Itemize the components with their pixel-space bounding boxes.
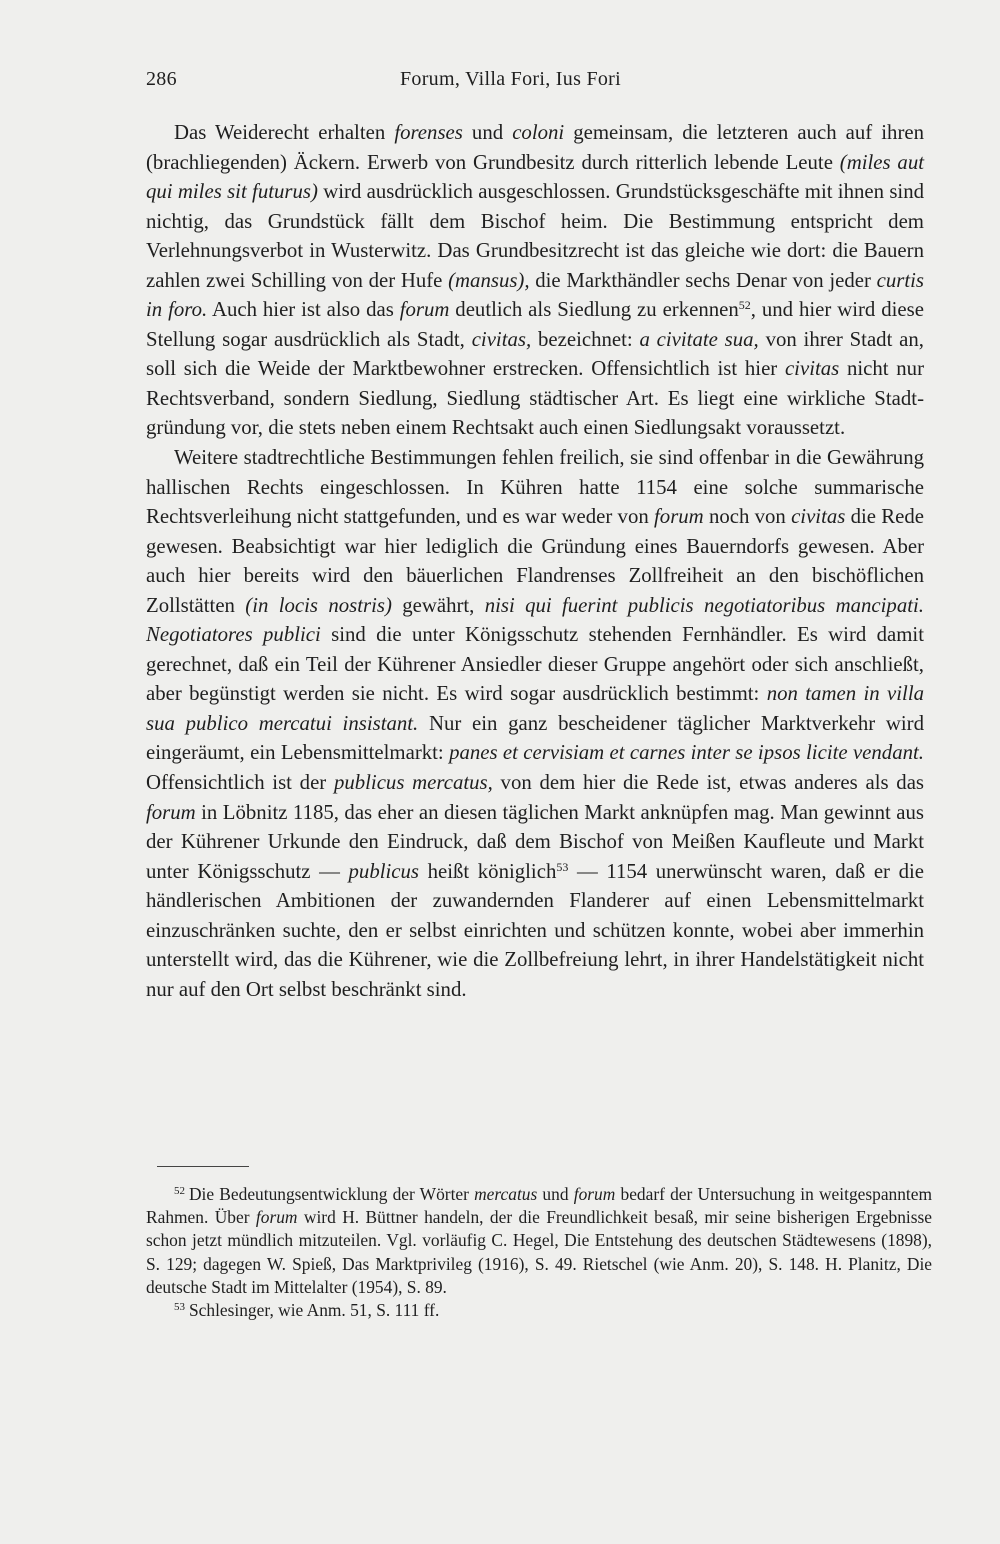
paragraph	[146, 443, 924, 1004]
text-run: Auch hier ist also das	[207, 298, 400, 322]
italic-text: a civitate sua,	[639, 327, 759, 351]
main-text	[146, 118, 924, 1004]
italic-text: publicus mercatus,	[333, 771, 493, 795]
text-run: Weitere stadtrechtliche Bestimmungen fehlen freilich, sie sind offenbar in die Gewährung hallischen Rechts eingeschlossen. In Kühren hatte 1154 eine solche summarische Rechtsverleihung nicht stattgefunden, und es war weder von	[146, 446, 924, 529]
italic-text: panes et cervisiam et carnes inter se ipsos licite vendant.	[449, 741, 924, 765]
italic-text: civitas	[791, 505, 846, 529]
text-run: wird ausdrücklich ausgeschlossen. Grundstücksgeschäfte mit ihnen sind nichtig, das Grundstück fällt dem Bischof heim. Die Bestimmung entspricht dem Verlehnungsverbot in Wusterwitz. Das Grundbesitzrecht ist das gleiche wie dort: die Bauern zahlen zwei Schilling von der Hufe	[146, 180, 924, 292]
italic-text: forum	[573, 1184, 616, 1204]
italic-text: coloni	[512, 121, 565, 144]
footnote-number: 52	[174, 1185, 185, 1197]
text-run: wird H. Büttner handeln, der die Freundlichkeit besaß, mir seine bisherigen Ergebnisse schon jetzt mündlich mitzuteilen. Vgl. vorläufig C. Hegel, Die Entstehung des deutschen Städtewesens (1898), S. 129; dagegen W. Spieß, Das Marktprivileg (1916), S. 49. Rietschel (wie Anm. 20), S. 148. H. Planitz, Die deutsche Stadt im Mittelalter (1954), S. 89.	[146, 1207, 933, 1297]
text-run: gewährt,	[391, 593, 485, 617]
italic-text: mercatus	[474, 1184, 538, 1204]
running-title: Forum, Villa Fori, Ius Fori	[400, 68, 621, 90]
text-run: bedarf der Untersuchung in weitgespanntem Rahmen. Über	[146, 1184, 933, 1228]
text-run: sind die unter Königsschutz stehenden Fernhändler. Es wird damit gerechnet, daß ein Teil der Kührener Ansiedler dieser Gruppe angehört oder sich anschließt, aber begünstigt werden sie nicht. Es wird sogar ausdrücklich bestimmt:	[146, 623, 924, 706]
italic-text: (miles aut qui miles sit futurus)	[146, 150, 924, 204]
text-run: , und hier wird diese Stellung sogar ausdrücklich als Stadt,	[146, 298, 924, 351]
text-run: Nur ein ganz bescheidener täglicher Marktverkehr wird eingeräumt, ein Lebensmittelmarkt:	[146, 711, 925, 765]
text-run: von dem hier die Rede ist, etwas anderes als das	[492, 771, 925, 795]
italic-text: civitas,	[471, 327, 532, 351]
footnotes	[146, 1183, 932, 1322]
text-run: Das Weiderecht erhalten	[174, 121, 395, 144]
text-run: heißt königlich	[419, 859, 557, 883]
text-run: die Markthändler sechs Denar von jeder	[529, 268, 877, 292]
footnote-reference: 53	[556, 859, 569, 874]
italic-text: forum	[255, 1207, 298, 1228]
italic-text: forum	[399, 298, 450, 322]
italic-text: curtis in foro.	[146, 268, 924, 322]
italic-text: forum	[654, 505, 704, 529]
text-run: noch von	[703, 505, 792, 529]
footnote	[146, 1299, 932, 1322]
footnote	[146, 1183, 932, 1299]
italic-text: publicus	[348, 859, 420, 883]
italic-text: non tamen in villa sua publico mercatui insistant.	[146, 682, 924, 735]
text-run: gemeinsam, die letzteren auch auf ihren (brachliegenden) Äckern. Erwerb von Grundbesitz durch ritterlich lebende Leute	[146, 121, 925, 174]
text-run: Schlesinger, wie Anm. 51, S. 111 ff.	[189, 1300, 440, 1321]
footnote-rule	[157, 1166, 249, 1167]
text-run: bezeichnet:	[531, 327, 640, 351]
text-run: Die Bedeutungsentwicklung der Wörter	[189, 1184, 475, 1204]
footnote-reference: 52	[738, 298, 751, 313]
text-run: die Rede gewesen. Beabsichtigt war hier lediglich die Gründung eines Bauerndorfs gewesen. Aber auch hier bereits wird den bäuerlichen Flandrenses Zollfreiheit an den bischöflichen Zollstätten	[146, 505, 924, 617]
italic-text: civitas	[784, 357, 840, 381]
italic-text: nisi qui fuerint publicis negotiatoribus mancipati. Negotiatores publici	[146, 593, 924, 647]
footnote-number: 53	[174, 1301, 185, 1314]
paragraph	[146, 118, 924, 443]
italic-text: (in locis nostris)	[245, 593, 392, 617]
italic-text: forenses	[394, 121, 463, 144]
text-run: — 1154 unerwünscht waren, daß er die händlerischen Ambitionen der zuwandernden Flanderer auf einen Lebensmittelmarkt einzuschränken suchte, den er selbst einrichten und schützen konnte, wobei aber immerhin unterstellt wird, das die Kührener, wie die Zollbefreiung lehrt, in ihrer Handelstätigkeit nicht nur auf den Ort selbst beschränkt sind.	[146, 859, 924, 1001]
text-run: in Löbnitz 1185, das eher an diesen täglichen Markt anknüpfen mag. Man gewinnt aus der Kührener Urkunde den Eindruck, daß dem Bischof von Meißen Kaufleute und Markt unter Königsschutz —	[146, 800, 924, 883]
text-run: von ihrer Stadt an, soll sich die Weide der Marktbewohner erstrecken. Offensichtlich ist hier	[146, 327, 924, 381]
text-run: nicht nur Rechtsverband, sondern Siedlung, Siedlung städtischer Art. Es liegt eine wirkliche Stadtgründung vor, die stets neben einem Rechtsakt auch einen Siedlungsakt voraussetzt.	[146, 357, 924, 440]
text-run: Offensichtlich ist der	[146, 771, 334, 795]
text-run: und	[462, 121, 513, 144]
running-header	[146, 68, 924, 102]
italic-text: (mansus),	[448, 268, 530, 292]
text-run: und	[537, 1184, 574, 1204]
italic-text: forum	[146, 800, 196, 824]
page-number: 286	[146, 68, 177, 90]
text-run: deutlich als Siedlung zu erkennen	[449, 298, 739, 322]
